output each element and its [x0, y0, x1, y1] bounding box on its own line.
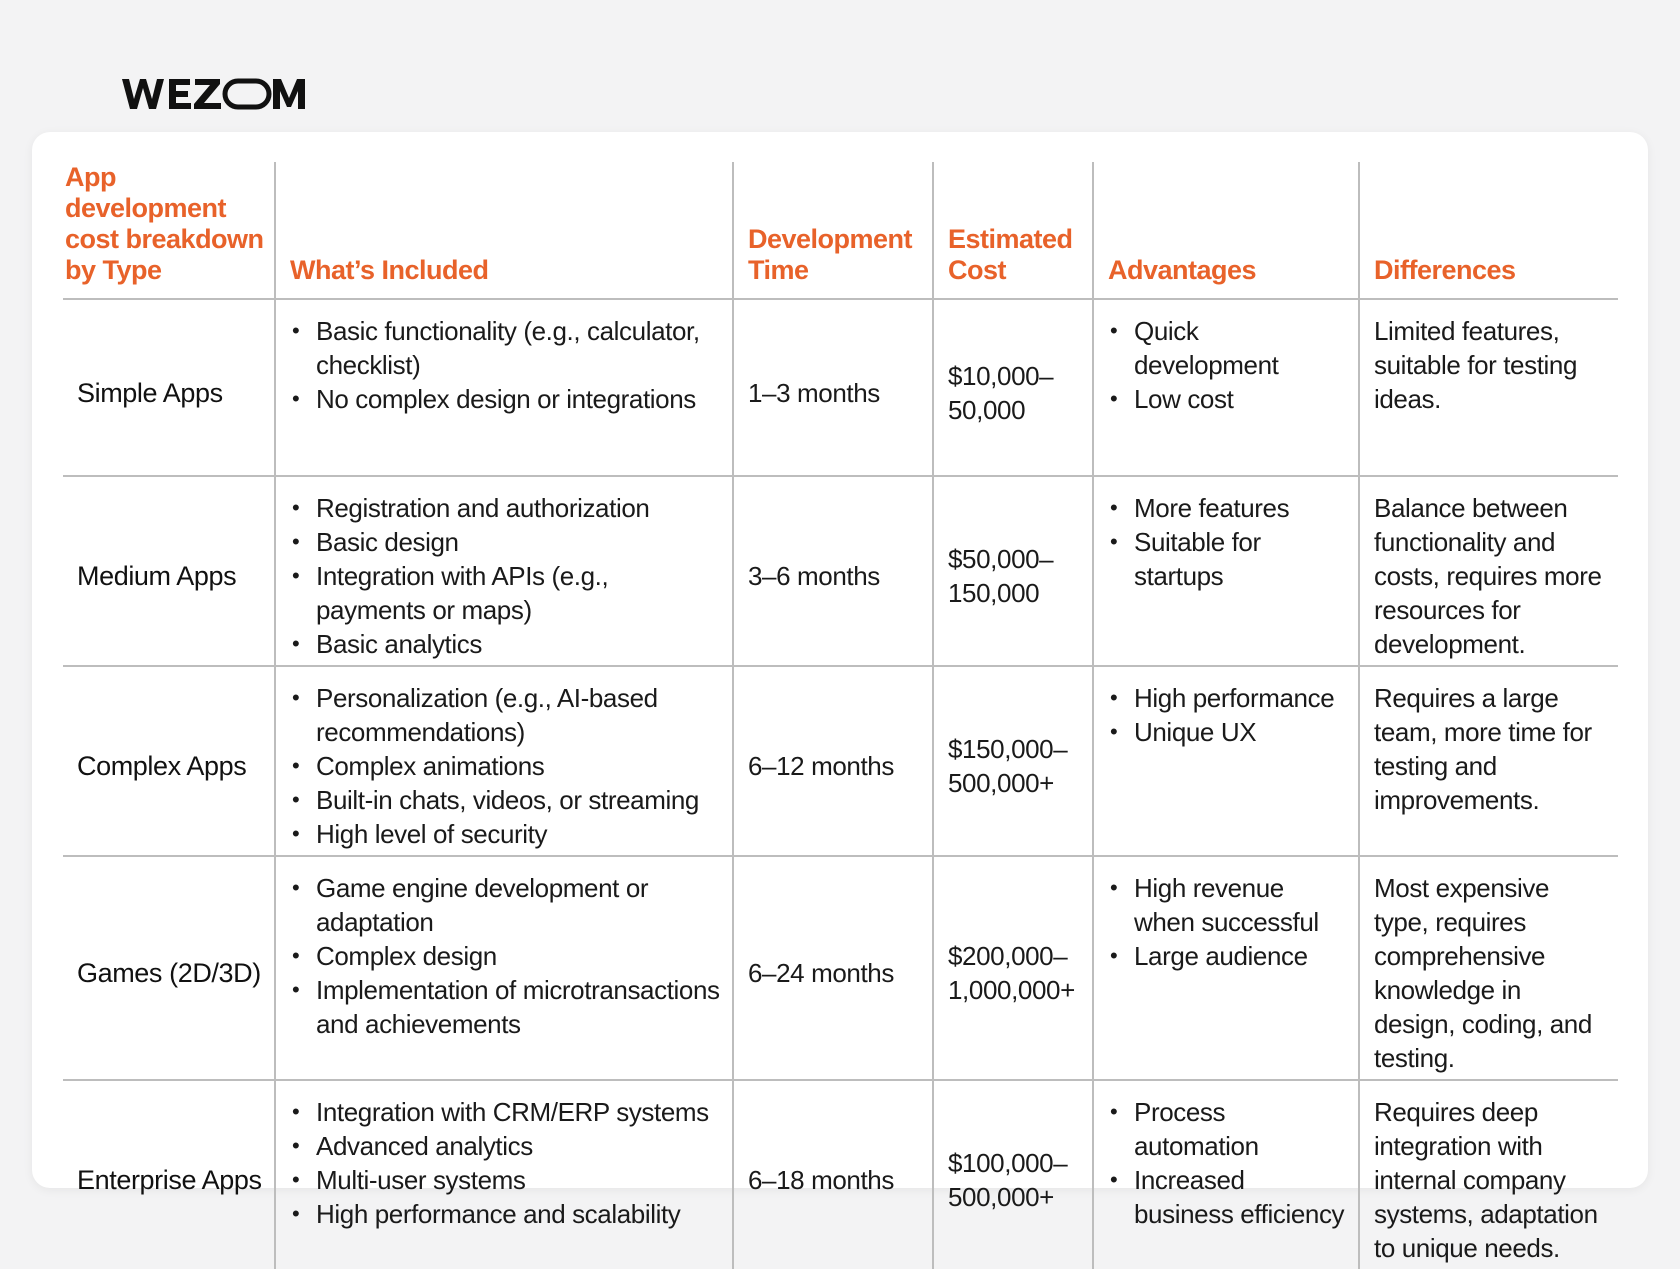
list-item: • Integration with APIs (e.g., payments or maps) — [290, 559, 722, 627]
cell-differences: Balance between functionality and costs, requires more resources for development. — [1359, 476, 1618, 666]
cell-advantages — [1093, 666, 1359, 856]
cell-included-list — [290, 314, 722, 416]
cell-time: 1–3 months — [733, 299, 933, 476]
cell-type: Enterprise Apps — [63, 1080, 275, 1269]
list-item: • Quick development — [1108, 314, 1348, 382]
cell-differences: Most expensive type, requires comprehensive knowledge in design, coding, and testing. — [1359, 856, 1618, 1080]
list-item: • Implementation of microtransactions and achievements — [290, 973, 722, 1041]
cell-included — [275, 476, 733, 666]
cell-included-list — [290, 1095, 722, 1231]
cell-type: Simple Apps — [63, 299, 275, 476]
list-item: • Game engine development or adaptation — [290, 871, 722, 939]
list-item: • Complex animations — [290, 749, 722, 783]
table-row — [63, 856, 1618, 1080]
cell-time: 3–6 months — [733, 476, 933, 666]
list-item: • Integration with CRM/ERP systems — [290, 1095, 722, 1129]
list-item: • Basic functionality (e.g., calculator, checklist) — [290, 314, 722, 382]
header-cost: Estimated Cost — [933, 162, 1093, 299]
cell-differences: Requires deep integration with internal company systems, adaptation to unique needs. — [1359, 1080, 1618, 1269]
cell-included-list — [290, 491, 722, 661]
cell-advantages-list — [1108, 491, 1348, 593]
list-item: • Advanced analytics — [290, 1129, 722, 1163]
cost-breakdown-table — [63, 162, 1618, 1269]
cell-included — [275, 666, 733, 856]
cell-cost: $200,000–1,000,000+ — [933, 856, 1093, 1080]
cell-advantages — [1093, 299, 1359, 476]
cell-cost: $50,000–150,000 — [933, 476, 1093, 666]
cell-included-list — [290, 871, 722, 1041]
cell-type: Games (2D/3D) — [63, 856, 275, 1080]
cell-cost: $150,000–500,000+ — [933, 666, 1093, 856]
list-item: • More features — [1108, 491, 1348, 525]
cell-type: Complex Apps — [63, 666, 275, 856]
header-type: App development cost breakdown by Type — [63, 162, 275, 299]
list-item: • High revenue when successful — [1108, 871, 1348, 939]
cell-advantages — [1093, 1080, 1359, 1269]
header-advantages: Advantages — [1093, 162, 1359, 299]
list-item: • No complex design or integrations — [290, 382, 722, 416]
list-item: • Built-in chats, videos, or streaming — [290, 783, 722, 817]
table-row — [63, 1080, 1618, 1269]
list-item: • Low cost — [1108, 382, 1348, 416]
list-item: • Increased business efficiency — [1108, 1163, 1348, 1231]
list-item: • High performance and scalability — [290, 1197, 722, 1231]
cost-table-card — [32, 132, 1648, 1263]
cell-included — [275, 1080, 733, 1269]
list-item: • Complex design — [290, 939, 722, 973]
table-row — [63, 476, 1618, 666]
list-item: • High performance — [1108, 681, 1348, 715]
list-item: • Unique UX — [1108, 715, 1348, 749]
cell-included — [275, 299, 733, 476]
header-row — [63, 162, 1618, 299]
cell-differences: Limited features, suitable for testing ideas. — [1359, 299, 1618, 476]
header-time: Development Time — [733, 162, 933, 299]
list-item: • Basic design — [290, 525, 722, 559]
cell-included — [275, 856, 733, 1080]
header-included: What’s Included — [275, 162, 733, 299]
cell-advantages-list — [1108, 681, 1348, 749]
list-item: • Large audience — [1108, 939, 1348, 973]
cell-time: 6–18 months — [733, 1080, 933, 1269]
cell-time: 6–24 months — [733, 856, 933, 1080]
cell-cost: $10,000–50,000 — [933, 299, 1093, 476]
cell-cost: $100,000–500,000+ — [933, 1080, 1093, 1269]
table-row — [63, 299, 1618, 476]
list-item: • Personalization (e.g., AI-based recommendations) — [290, 681, 722, 749]
cell-differences: Requires a large team, more time for testing and improvements. — [1359, 666, 1618, 856]
list-item: • Registration and authorization — [290, 491, 722, 525]
cell-advantages-list — [1108, 871, 1348, 973]
cell-advantages — [1093, 856, 1359, 1080]
cell-advantages — [1093, 476, 1359, 666]
cell-advantages-list — [1108, 314, 1348, 416]
cell-advantages-list — [1108, 1095, 1348, 1231]
list-item: • Process automation — [1108, 1095, 1348, 1163]
list-item: • Basic analytics — [290, 627, 722, 661]
wezom-logo — [120, 70, 310, 118]
cell-time: 6–12 months — [733, 666, 933, 856]
list-item: • Multi-user systems — [290, 1163, 722, 1197]
cell-included-list — [290, 681, 722, 851]
table-row — [63, 666, 1618, 856]
header-differences: Differences — [1359, 162, 1618, 299]
list-item: • High level of security — [290, 817, 722, 851]
list-item: • Suitable for startups — [1108, 525, 1348, 593]
cell-type: Medium Apps — [63, 476, 275, 666]
